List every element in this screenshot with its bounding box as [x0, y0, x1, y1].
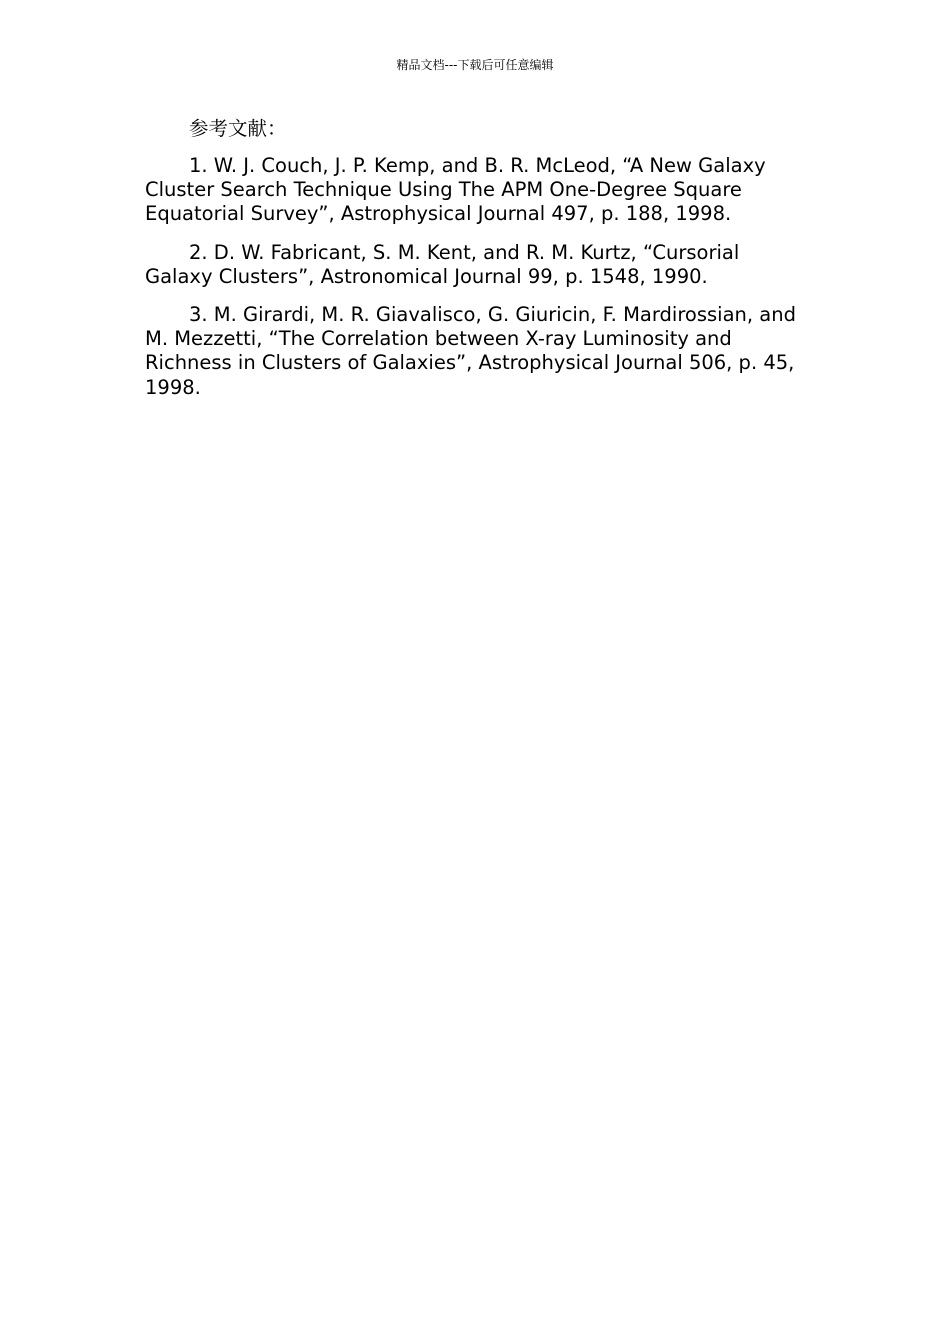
document-body [145, 116, 805, 414]
references-heading: 参考文献： [189, 117, 287, 140]
reference-item: 3. M. Girardi, M. R. Giavalisco, G. Giuricin, F. Mardirossian, and M. Mezzetti, “The Correlation between X-ray Luminosity and Richness in Clusters of Galaxies”, Astrophysical Journal 506, p. 45, 1998. [145, 303, 796, 399]
reference-item: 1. W. J. Couch, J. P. Kemp, and B. R. McLeod, “A New Galaxy Cluster Search Technique Using The APM One-Degree Square Equatorial Survey”, Astrophysical Journal 497, p. 188, 1998. [145, 154, 766, 226]
reference-list [145, 154, 805, 400]
reference-item: 2. D. W. Fabricant, S. M. Kent, and R. M. Kurtz, “Cursorial Galaxy Clusters”, Astronomical Journal 99, p. 1548, 1990. [145, 240, 740, 288]
page-header: 精品文档---下载后可任意编辑 [396, 58, 554, 72]
